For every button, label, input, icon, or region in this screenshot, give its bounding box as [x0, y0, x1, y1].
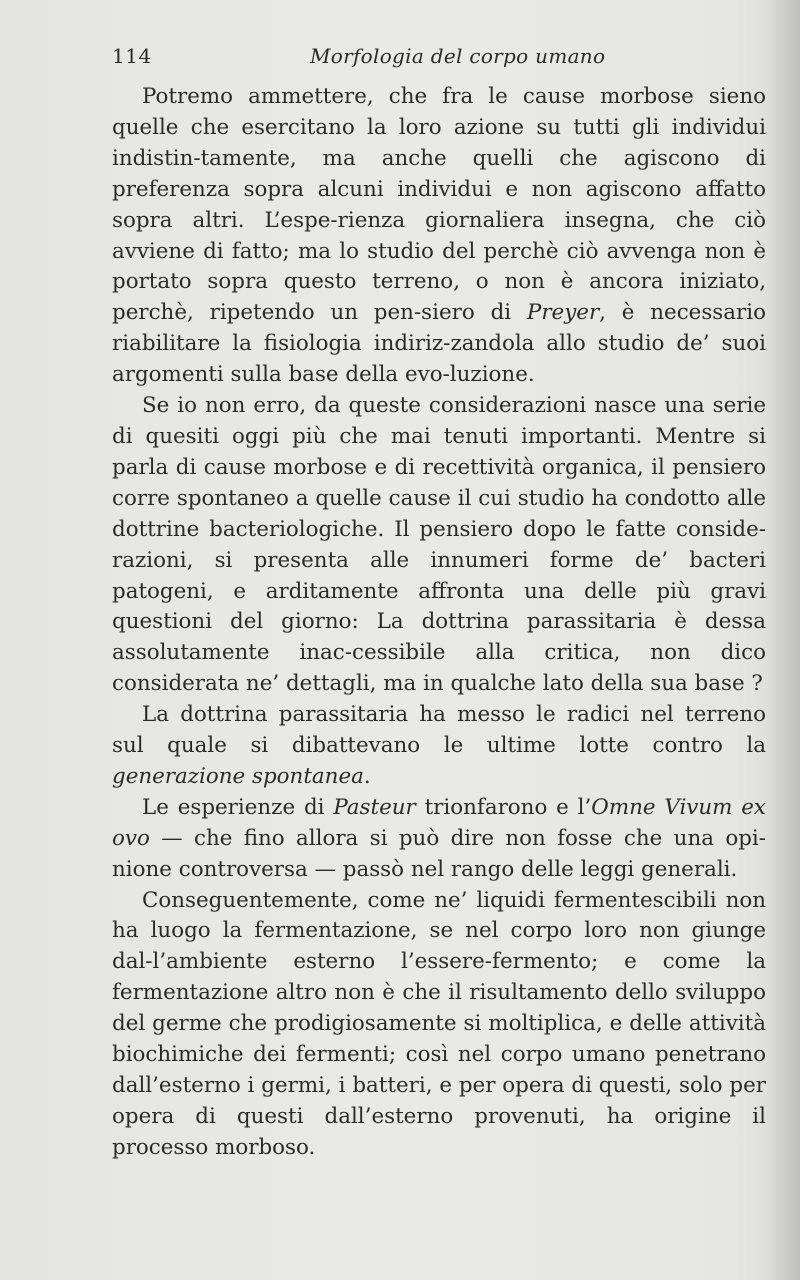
paragraph [112, 700, 766, 793]
paragraph [112, 886, 766, 1164]
text-segment: trionfarono e l’ [415, 794, 592, 820]
text-segment: . [363, 763, 371, 789]
text-segment: Potremo ammettere, che fra le cause morbose sieno quelle che esercitano la loro azione su tutti gli individui indistin-tamente, ma anche quelli che agiscono di preferenza sopra alcuni individui e non agiscono affatto sopra altri. L’espe-rienza giornaliera insegna, che ciò avviene di fatto; ma lo studio del perchè ciò avvenga non è portato sopra questo terreno, o non è ancora iniziato, perchè, ripetendo un pen-siero di [112, 84, 766, 326]
paragraph [112, 391, 766, 700]
page-edge-shadow [766, 0, 800, 1280]
italic-text: Preyer [526, 300, 600, 326]
body-text [112, 82, 766, 1164]
page-number: 114 [112, 44, 152, 68]
italic-text: generazione spontanea [112, 763, 364, 789]
paragraph [112, 82, 766, 391]
text-segment: La dottrina parassitaria ha messo le radici nel terreno sul quale si dibattevano le ultime lotte contro la [112, 702, 766, 759]
text-segment: Conseguentemente, come ne’ liquidi fermentescibili non ha luogo la fermentazione, se nel corpo loro non giunge dal-l’ambiente esterno l’essere-fermento; e come la fermentazione altro non è che il risultamento dello sviluppo del germe che prodigiosamente si moltiplica, e delle attività biochimiche dei fermenti; così nel corpo umano penetrano dall’esterno i germi, i batteri, e per opera di questi, solo per opera di questi dall’esterno provenuti, ha origine il processo morboso. [112, 887, 766, 1160]
paragraph [112, 793, 766, 886]
italic-text: Omne Vivum ex ovo [112, 794, 766, 851]
running-title: Morfologia del corpo umano [310, 44, 606, 68]
text-segment: Se io non erro, da queste considerazioni nasce una serie di quesiti oggi più che mai tenuti importanti. Mentre si parla di cause morbose e di recettività organica, il pensiero corre spontaneo a quelle cause il cui studio ha condotto alle dottrine bacteriologiche. Il pensiero dopo le fatte conside-razioni, si presenta alle innumeri forme de’ bacteri patogeni, e arditamente affronta una delle più gravi questioni del giorno: La dottrina parassitaria è dessa assolutamente inac-cessibile alla critica, non dico considerata ne’ dettagli, ma in qualche lato della sua base ? [112, 393, 766, 697]
text-segment: Le esperienze di [142, 794, 334, 820]
text-segment: — che fino allora si può dire non fosse che una opi-nione controversa — passò nel rango delle leggi generali. [112, 825, 766, 882]
page-header [112, 44, 762, 78]
text-segment: , è necessario riabilitare la fisiologia indiriz-zandola allo studio de’ suoi argomenti sulla base della evo-luzione. [112, 300, 766, 388]
italic-text: Pasteur [333, 794, 416, 820]
